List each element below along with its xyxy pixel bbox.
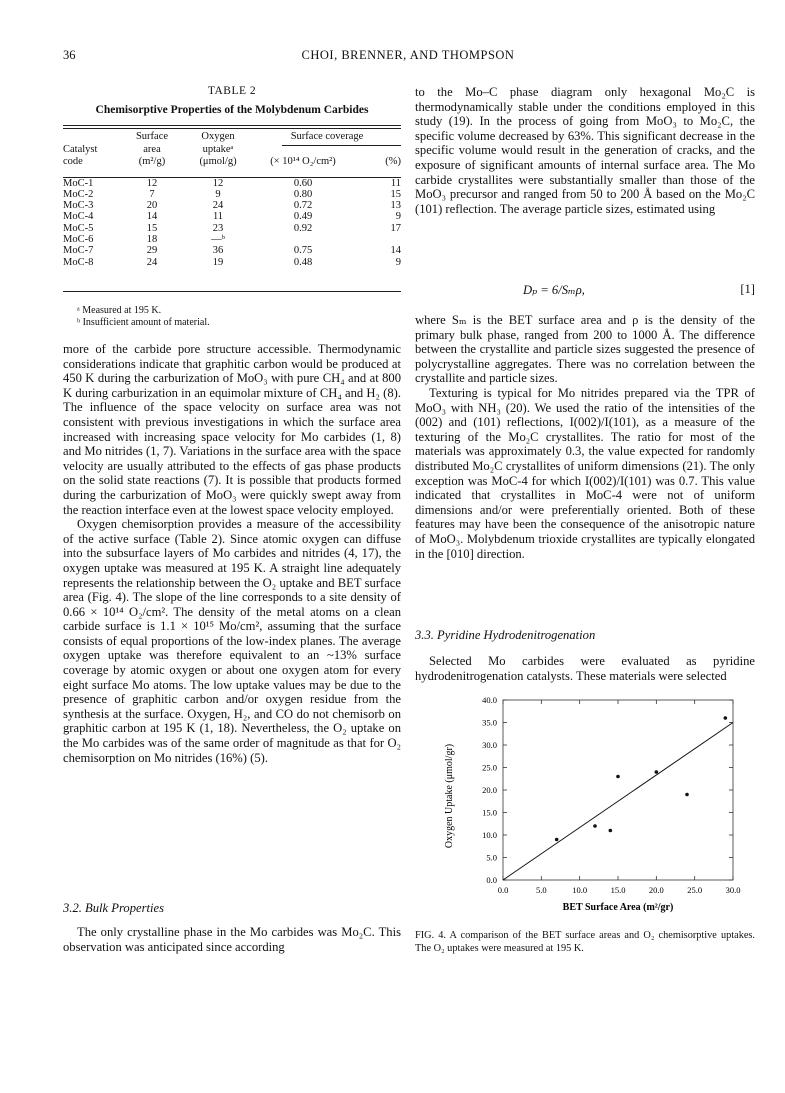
header-code: code bbox=[63, 156, 83, 167]
x-tick-label: 0.0 bbox=[497, 885, 509, 895]
x-tick-label: 15.0 bbox=[610, 885, 626, 895]
left-column-bottom bbox=[63, 925, 401, 954]
table-title: TABLE 2 bbox=[207, 85, 257, 97]
header-area-unit: (m²/g) bbox=[138, 156, 166, 167]
y-axis-label: Oxygen Uptake (μmol/gr) bbox=[444, 743, 455, 849]
page-number: 36 bbox=[63, 48, 76, 62]
data-point bbox=[609, 829, 613, 833]
figure-caption: FIG. 4. A comparison of the BET surface areas and O₂ chemisorptive uptakes. The O₂ uptakes were measured at 195 K. bbox=[415, 930, 755, 954]
x-tick-label: 5.0 bbox=[536, 885, 547, 895]
paragraph: The only crystalline phase in the Mo carbides was Mo₂C. This observation was anticipated since according bbox=[63, 925, 401, 954]
y-tick-label: 5.0 bbox=[486, 852, 497, 863]
right-column-top bbox=[415, 85, 755, 216]
x-tick-label: 10.0 bbox=[572, 885, 588, 895]
section-heading-pyridine: 3.3. Pyridine Hydrodenitrogenation bbox=[415, 628, 596, 642]
table-row: MoC-5 15 23 0.92 17 bbox=[63, 222, 401, 234]
table-footnotes bbox=[77, 305, 397, 329]
table-bottom-rule bbox=[63, 291, 401, 292]
data-point bbox=[593, 824, 597, 828]
paragraph: Oxygen chemisorption provides a measure of the accessibility of the active surface (Table 2). Since atomic oxygen can diffuse into the subsurface layers of Mo carbides and nitrides (4, 17), the oxygen uptake was measured at 195 K. A straight line adequately represents the relationship between the O₂ uptake and BET surface area (Fig. 4). The slope of the line corresponds to a site density of 0.66 × 10¹⁴ O₂/cm². The density of the metal atoms on a clean carbide surface is 1.1 × 10¹⁵ Mo/cm², assuming that the surface consists of equal proportions of the low-index planes. The average oxygen uptake was therefore equivalent to an ~13% surface coverage by atomic oxygen or about one oxygen atom for every eight surface Mo atoms. The low uptake values may be due to the presence of graphitic carbon and/or oxygen residue from the synthesis at the surface. Oxygen, H₂, and CO do not chemisorb on graphitic carbon at 195 K (1, 18). Nevertheless, the O₂ uptake on the Mo carbides was of the same order of magnitude as that for O₂ chemisorption on Mo nitrides (16%) (5). bbox=[63, 517, 401, 765]
table-top-rule bbox=[63, 125, 401, 126]
y-tick-label: 40.0 bbox=[482, 695, 497, 705]
table-row: MoC-7 29 36 0.75 14 bbox=[63, 245, 401, 257]
table-row: MoC-6 18 —ᵇ bbox=[63, 233, 225, 245]
table-row: MoC-3 20 24 0.72 13 bbox=[63, 200, 401, 212]
y-tick-label: 10.0 bbox=[482, 830, 497, 840]
data-point bbox=[724, 716, 728, 720]
equation-number: [1] bbox=[740, 282, 755, 296]
figure-4-chart bbox=[415, 680, 760, 920]
right-column-middle bbox=[415, 313, 755, 561]
table-top-rule-2 bbox=[63, 128, 401, 129]
data-point bbox=[655, 770, 659, 774]
paragraph: to the Mo–C phase diagram only hexagonal Mo₂C is thermodynamically stable under the conditions employed in this study (19). In the process of going from MoO₃ to Mo₂C, the specific volume decreased by 63%. This significant decrease in the specific volume would result in the generation of cracks, and the exposure of significant amounts of internal surface area. The Mo carbide crystallites were substantially smaller than those of the MoO₃ precursor and ranged from 50 to 200 Å based on the Mo₂C (101) reflection. The average particle sizes, estimated using bbox=[415, 85, 755, 216]
footnote-a: ᵃ Measured at 195 K. bbox=[77, 305, 162, 316]
table-row: MoC-1 12 12 0.60 11 bbox=[63, 177, 401, 189]
fit-line bbox=[503, 723, 733, 881]
table-row: MoC-4 14 11 0.49 9 bbox=[63, 211, 401, 223]
x-tick-label: 20.0 bbox=[648, 885, 664, 895]
data-point bbox=[685, 793, 689, 797]
plot-frame bbox=[503, 700, 733, 880]
y-tick-label: 30.0 bbox=[482, 740, 497, 750]
header-area-2: area bbox=[143, 143, 161, 155]
x-tick-label: 30.0 bbox=[725, 885, 741, 895]
section-heading-bulk: 3.2. Bulk Properties bbox=[63, 901, 164, 915]
paragraph: Texturing is typical for Mo nitrides prepared via the TPR of MoO₃ with NH₃ (20). We used the ratio of the intensities of the (002) and (101) reflections, I(002)/I(101), as a measure of the texturing of the Mo₂C crystallites. The ratio for most of the materials was approximately 0.3, the value expected for randomly distributed Mo₂C crystallites of uniform dimensions (21). The only exception was MoC-4 for which I(002)/I(101) was 0.7. This value indicated that crystallites in MoC-4 were not of uniform dimensions and/or were preferentially oriented. Both of these features may have been the consequence of the anisotropic nature of MoO₃. Molybdenum trioxide crystallites are typically elongated in the [010] direction. bbox=[415, 385, 755, 561]
header-coverage-unit: (× 10¹⁴ O₂/cm²) bbox=[270, 156, 336, 167]
table-caption: Chemisorptive Properties of the Molybdenum Carbides bbox=[95, 104, 369, 116]
header-oxygen-unit: (μmol/g) bbox=[199, 156, 237, 167]
header-catalyst: Catalyst bbox=[63, 143, 98, 155]
y-tick-label: 35.0 bbox=[482, 717, 497, 728]
right-column-bottom bbox=[415, 654, 755, 683]
page-header bbox=[63, 48, 753, 66]
x-axis-label: BET Surface Area (m²/gr) bbox=[562, 902, 674, 913]
header-oxygen-1: Oxygen bbox=[201, 131, 235, 142]
paragraph: more of the carbide pore structure accessible. Thermodynamic considerations indicate that graphitic carbon would be produced at 450 K during the carburization of MoO₃ with pure CH₄ and at 800 K during carburization in an equimolar mixture of CH₄ and H₂ (8). The influence of the space velocity on surface area was not consistent with previous investigations in which the surface area increased with increasing space velocity for Mo carbides (1, 8) and Mo nitrides (1, 7). Variations in the surface area with the space velocity are usually attributed to the effects of gas phase products on the solid state reactions (7). It is possible that products formed during the carburization of MoO₃ were quickly swept away from the reaction interface even at the lowest space velocity employed. bbox=[63, 342, 401, 517]
y-tick-label: 20.0 bbox=[482, 785, 497, 795]
paragraph: where Sₘ is the BET surface area and ρ is the density of the primary bulk phase, ranged from 200 to 1000 Å. The difference between the crystallite and particle sizes suggested the presence of polycrystalline aggregates. There was no correlation between the crystallite and particle sizes. bbox=[415, 313, 755, 386]
equation-1 bbox=[415, 282, 755, 298]
header-area-1: Surface bbox=[135, 131, 169, 142]
data-point bbox=[616, 775, 620, 779]
y-tick-label: 0.0 bbox=[486, 875, 497, 885]
data-point bbox=[555, 838, 559, 842]
paragraph: Selected Mo carbides were evaluated as pyridine hydrodenitrogenation catalysts. These materials were selected bbox=[415, 654, 755, 683]
left-column-text bbox=[63, 342, 401, 765]
table-row: MoC-2 7 9 0.80 15 bbox=[63, 188, 401, 200]
footnote-b: ᵇ Insufficient amount of material. bbox=[77, 317, 210, 328]
header-oxygen-2: uptakeᵃ bbox=[202, 143, 234, 155]
chemisorption-table bbox=[63, 131, 401, 268]
table-row: MoC-8 24 19 0.48 9 bbox=[63, 256, 401, 268]
y-tick-label: 25.0 bbox=[482, 762, 497, 773]
y-tick-label: 15.0 bbox=[482, 807, 497, 818]
running-head: CHOI, BRENNER, AND THOMPSON bbox=[301, 48, 515, 62]
header-percent: (%) bbox=[385, 156, 401, 167]
x-tick-label: 25.0 bbox=[687, 885, 703, 895]
equation-body: Dₚ = 6/Sₘρ, bbox=[523, 283, 585, 297]
header-coverage: Surface coverage bbox=[290, 131, 364, 142]
